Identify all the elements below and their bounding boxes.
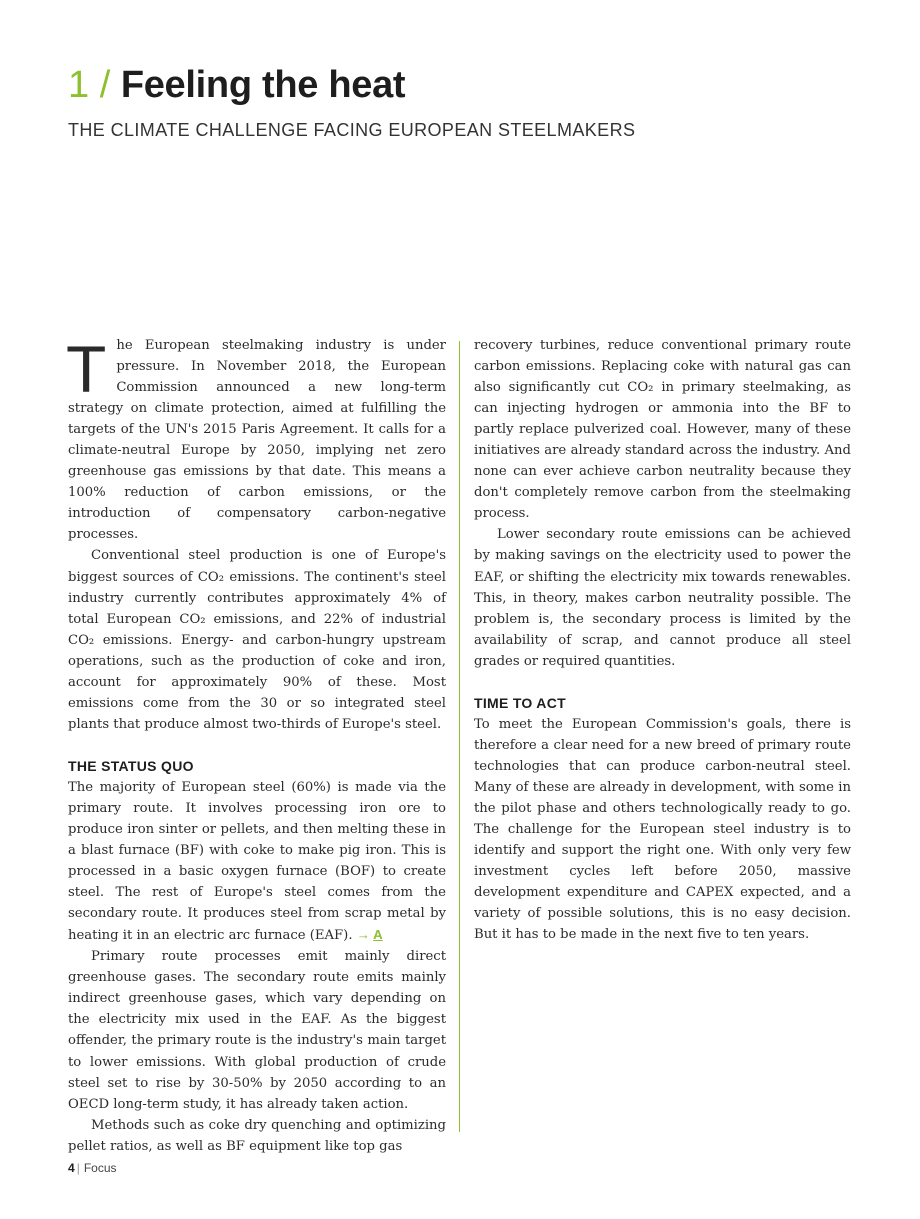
arrow-right-icon: →	[356, 927, 370, 943]
right-column	[474, 335, 851, 945]
drop-cap: T	[66, 332, 107, 406]
paragraph-continued: recovery turbines, reduce conventional primary route carbon emissions. Replacing coke with natural gas can also significantly cut CO₂ in primary steelmaking, as can injecting hydrogen or ammonia into the BF to partly replace pulverized coal. However, many of these initiatives are already standard across the industry. And none can ever achieve carbon neutrality because they don't completely remove carbon from the steelmaking process.	[474, 338, 851, 522]
page-footer	[68, 1161, 117, 1175]
paragraph-emissions: Conventional steel production is one of Europe's biggest sources of CO₂ emissions. The continent's steel industry currently contributes approximately 4% of total European CO₂ emissions, and 22% of industrial CO₂ emissions. Energy- and carbon-hungry upstream operations, such as the production of coke and iron, account for approximately 90% of these. Most emissions come from the 30 or so integrated steel plants that produce almost two-thirds of Europe's steel.	[68, 548, 446, 732]
page-number: 4	[68, 1161, 75, 1175]
paragraph-status-quo-text: The majority of European steel (60%) is made via the primary route. It involves processing iron ore to produce iron sinter or pellets, and then melting these in a blast furnace (BF) with coke to make pig iron. This is processed in a basic oxygen furnace (BOF) to create steel. The rest of Europe's steel comes from the secondary route. It produces steel from scrap metal by heating it in an electric arc furnace (EAF).	[68, 779, 446, 944]
footer-section-label: Focus	[83, 1161, 117, 1175]
chapter-title-text: Feeling the heat	[120, 64, 406, 106]
chapter-title	[68, 62, 405, 108]
figure-reference-link[interactable]	[357, 927, 383, 942]
section-heading-status-quo: THE STATUS QUO	[68, 757, 194, 774]
figure-reference-letter: A	[373, 927, 383, 943]
left-column	[66, 332, 446, 1157]
intro-paragraph	[66, 332, 446, 545]
column-divider	[459, 341, 460, 1132]
paragraph-status-quo	[68, 777, 446, 946]
paragraph-secondary-route: Lower secondary route emissions can be achieved by making savings on the electricity used to power the EAF, or shifting the electricity mix towards renewables. This, in theory, makes carbon neutrality possible. The problem is, the secondary process is limited by the availability of scrap, and cannot produce all steel grades or required quantities.	[474, 527, 851, 669]
paragraph-time-to-act: To meet the European Commission's goals, there is therefore a clear need for a new breed of primary route technologies that can produce carbon-neutral steel. Many of these are already in development, with some in the pilot phase and others technologically ready to go. The challenge for the European steel industry is to identify and support the right one. With only very few investment cycles left before 2050, massive development expenditure and CAPEX expected, and a variety of possible solutions, this is no easy decision. But it has to be made in the next five to ten years.	[474, 716, 851, 943]
intro-text: he European steelmaking industry is under pressure. In November 2018, the European Commission announced a new long-term strategy on climate protection, aimed at fulfilling the targets of the UN's 2015 Paris Agreement. It calls for a climate-neutral Europe by 2050, implying net zero greenhouse gas emissions by that date. This means a 100% reduction of carbon emissions, or the introduction of compensatory carbon-negative processes.	[68, 338, 446, 543]
section-heading-time-to-act: TIME TO ACT	[474, 694, 566, 711]
chapter-number: 1 /	[68, 64, 111, 106]
chapter-subtitle: THE CLIMATE CHALLENGE FACING EUROPEAN STEELMAKERS	[68, 120, 636, 140]
paragraph-primary-route: Primary route processes emit mainly direct greenhouse gases. The secondary route emits mainly indirect greenhouse gases, which vary depending on the electricity mix used in the EAF. As the biggest offender, the primary route is the industry's main target to lower emissions. With global production of crude steel set to rise by 30-50% by 2050 according to an OECD long-term study, it has already taken action.	[68, 949, 446, 1112]
footer-separator: |	[76, 1161, 80, 1175]
paragraph-methods: Methods such as coke dry quenching and optimizing pellet ratios, as well as BF equipment like top gas	[68, 1117, 446, 1154]
